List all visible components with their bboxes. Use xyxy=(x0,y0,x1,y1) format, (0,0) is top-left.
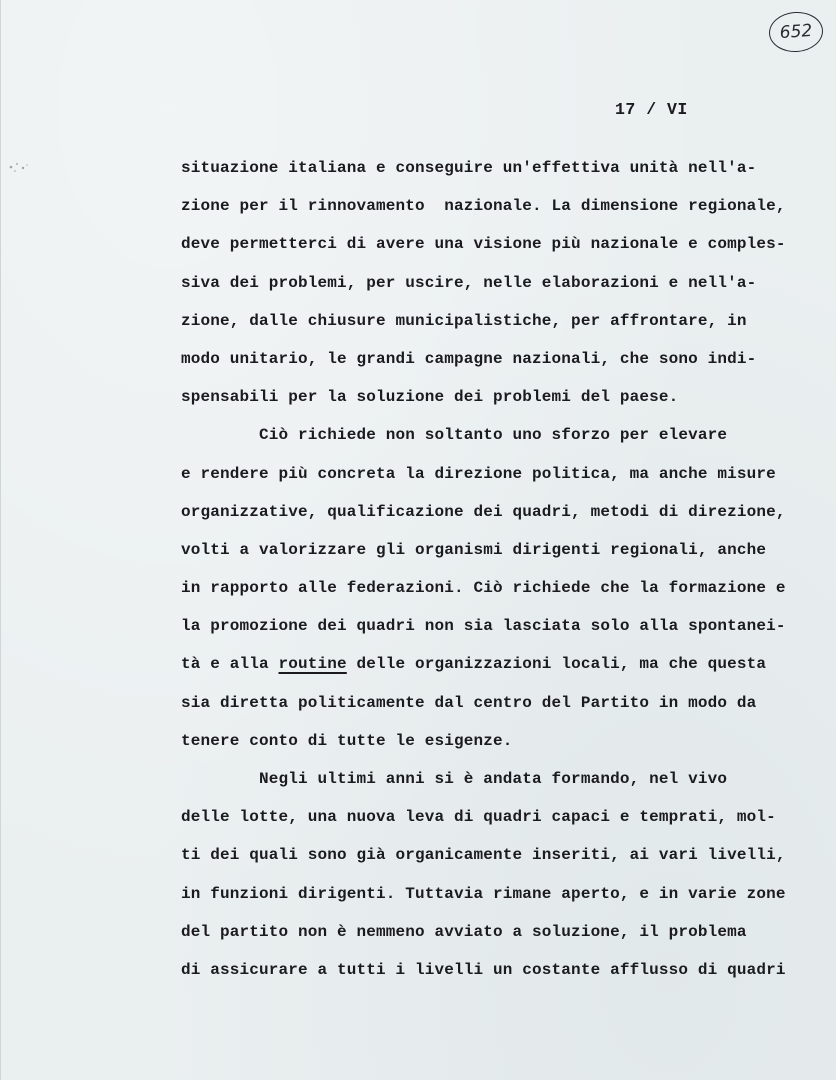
text-line: in funzioni dirigenti. Tuttavia rimane aperto, e in varie zone xyxy=(181,884,786,903)
text-line: di assicurare a tutti i livelli un costante afflusso di quadri xyxy=(181,960,786,979)
text-line: zione, dalle chiusure municipalistiche, per affrontare, in xyxy=(181,311,747,330)
archive-stamp xyxy=(768,10,825,54)
text-line: organizzative, qualificazione dei quadri, metodi di direzione, xyxy=(181,502,786,521)
margin-smudge-icon xyxy=(5,158,31,176)
underlined-word-routine: routine xyxy=(278,655,347,674)
routine-line-after: delle organizzazioni locali, ma che questa xyxy=(346,655,767,674)
text-line: ti dei quali sono già organicamente inseriti, ai vari livelli, xyxy=(181,846,786,865)
text-line: Negli ultimi anni si è andata formando, nel vivo xyxy=(181,770,728,788)
text-line-routine xyxy=(181,652,801,690)
text-line: tenere conto di tutte le esigenze. xyxy=(181,731,513,750)
body-text xyxy=(181,156,801,996)
text-line: volti a valorizzare gli organismi dirigenti regionali, anche xyxy=(181,540,767,559)
text-line: siva dei problemi, per uscire, nelle elaborazioni e nell'a- xyxy=(181,273,757,292)
text-line: modo unitario, le grandi campagne nazionali, che sono indi- xyxy=(181,349,757,368)
text-line: Ciò richiede non soltanto uno sforzo per elevare xyxy=(181,426,728,445)
text-line: deve permetterci di avere una visione più nazionale e comples- xyxy=(181,235,786,254)
text-line: in rapporto alle federazioni. Ciò richiede che la formazione e xyxy=(181,579,786,598)
text-line: e rendere più concreta la direzione politica, ma anche misure xyxy=(181,464,776,483)
text-line: zione per il rinnovamento nazionale. La dimensione regionale, xyxy=(181,197,786,216)
page-number: 17 / VI xyxy=(615,100,688,119)
text-line: sia diretta politicamente dal centro del Partito in modo da xyxy=(181,693,757,712)
text-line: situazione italiana e conseguire un'effettiva unità nell'a- xyxy=(181,159,757,177)
text-line: del partito non è nemmeno avviato a soluzione, il problema xyxy=(181,922,747,941)
text-line: spensabili per la soluzione dei problemi del paese. xyxy=(181,388,679,407)
text-line: la promozione dei quadri non sia lasciata solo alla spontanei- xyxy=(181,617,786,636)
routine-line-before: tà e alla xyxy=(181,655,279,674)
text-line: delle lotte, una nuova leva di quadri capaci e temprati, mol- xyxy=(181,808,776,827)
archive-stamp-number: 652 xyxy=(779,20,813,44)
